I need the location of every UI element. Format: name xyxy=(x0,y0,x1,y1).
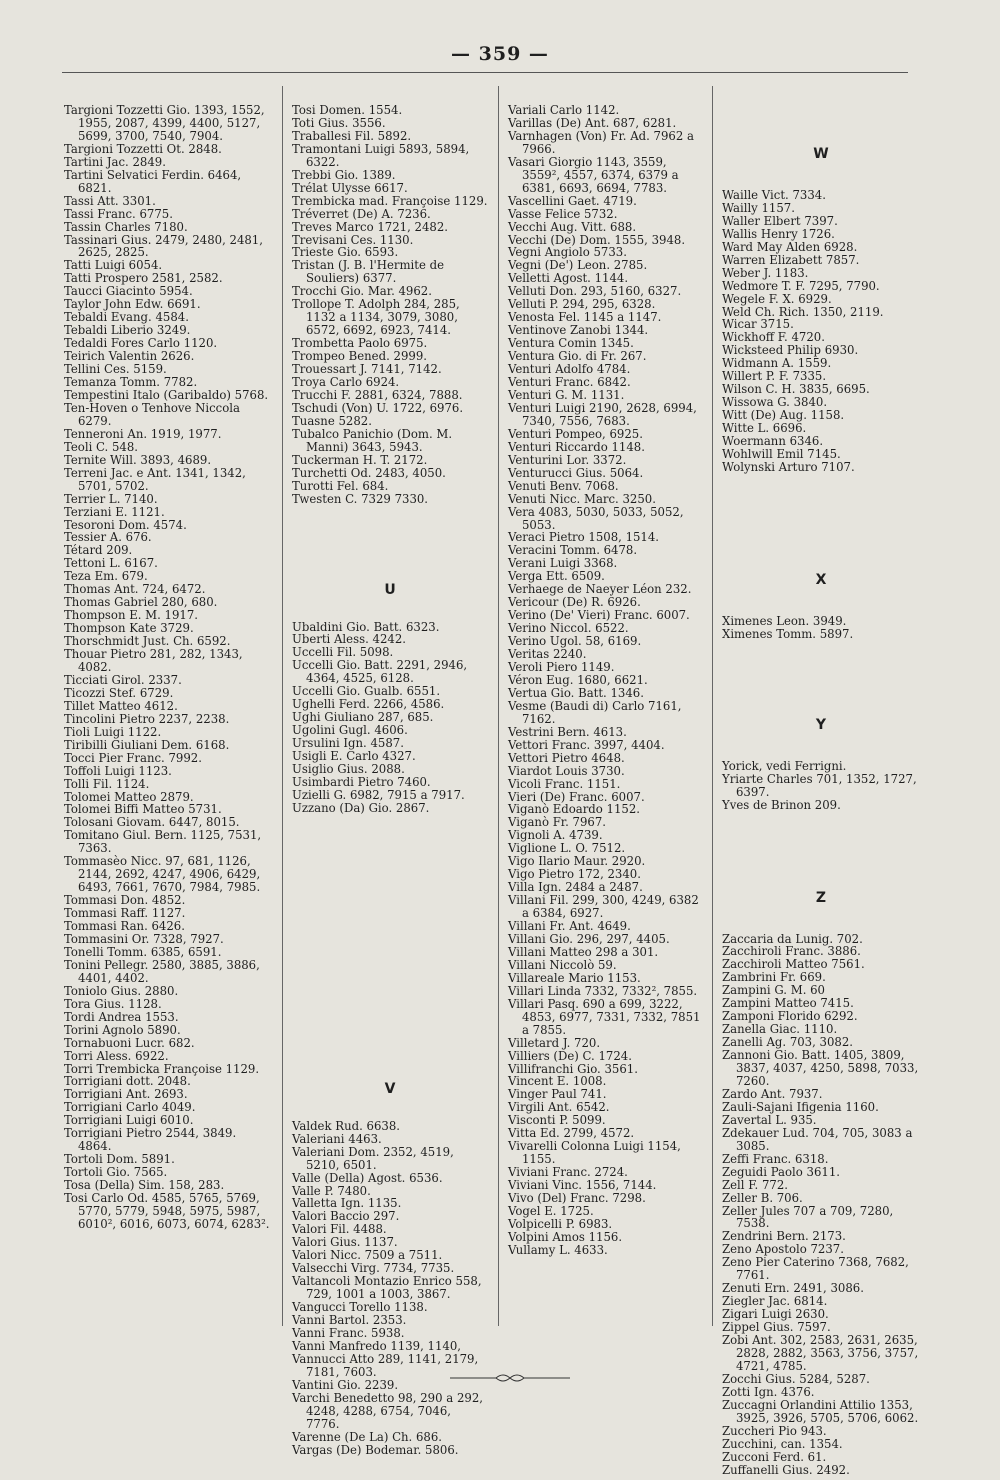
index-entry: Ugolini Gugl. 4606. xyxy=(292,723,408,738)
index-entry: Wickhoff F. 4720. xyxy=(722,330,825,345)
index-entry: Witte L. 6696. xyxy=(722,421,807,436)
index-entry: Venturi Riccardo 1148. xyxy=(508,439,645,454)
index-entry: Valsecchi Virg. 7734, 7735. xyxy=(292,1261,455,1276)
index-entry: Tuasne 5282. xyxy=(292,413,372,428)
index-entry: Tassin Charles 7180. xyxy=(64,219,188,234)
index-entry: Usimbardi Pietro 7460. xyxy=(292,774,431,789)
index-entry: Widmann A. 1559. xyxy=(722,356,832,371)
letter-heading: V xyxy=(384,1080,396,1097)
index-entry: Vesme (Baudi di) Carlo 7161, 7162. xyxy=(508,698,682,726)
index-entry: Vecchi Aug. Vitt. 688. xyxy=(508,219,637,234)
index-entry: Zeno Apostolo 7237. xyxy=(722,1242,844,1257)
index-entry: Teirich Valentin 2626. xyxy=(64,349,195,364)
index-entry: Zucchini, can. 1354. xyxy=(722,1436,843,1451)
index-entry: Ximenes Tomm. 5897. xyxy=(722,626,854,641)
index-entry: Torrigiani Pietro 2544, 3849. 4864. xyxy=(64,1126,237,1154)
letter-heading: W xyxy=(813,146,829,162)
index-entry: Tonelli Tomm. 6385, 6591. xyxy=(64,944,222,959)
index-entry: Tolli Fil. 1124. xyxy=(64,776,150,791)
index-entry: Wicar 3715. xyxy=(722,317,794,332)
index-entry: Zeller Jules 707 a 709, 7280, 7538. xyxy=(722,1203,894,1231)
index-entry: Wegele F. X. 6929. xyxy=(722,291,832,306)
index-entry: Waille Vict. 7334. xyxy=(722,187,826,202)
index-entry: Terreni Jac. e Ant. 1341, 1342, 5701, 5702. xyxy=(64,465,246,493)
index-entry: Velluti P. 294, 295, 6328. xyxy=(508,297,656,312)
index-entry: Twesten C. 7329 7330. xyxy=(292,491,429,506)
index-entry: Torrigiani dott. 2048. xyxy=(64,1074,191,1089)
index-entry: Uzzano (Da) Gio. 2867. xyxy=(292,800,430,815)
index-entry: Vinger Paul 741. xyxy=(508,1087,607,1102)
index-entry: Zigari Luigi 2630. xyxy=(722,1307,829,1322)
end-ornament xyxy=(450,1372,570,1384)
index-entry: Tétard 209. xyxy=(64,543,133,558)
index-entry: Vigo Ilario Maur. 2920. xyxy=(508,854,646,869)
index-entry: Ursulini Ign. 4587. xyxy=(292,736,404,751)
index-entry: Trieste Gio. 6593. xyxy=(292,245,399,260)
index-entry: Tioli Luigi 1122. xyxy=(64,724,162,739)
index-entry: Tortoli Gio. 7565. xyxy=(64,1165,168,1180)
index-entry: Valdek Rud. 6638. xyxy=(292,1118,400,1133)
index-entry: Villani Fil. 299, 300, 4249, 6382 a 6384, 6927. xyxy=(508,893,699,921)
index-entry: Wissowa G. 3840. xyxy=(722,395,828,410)
index-entry: Verino Niccol. 6522. xyxy=(508,621,629,636)
index-entry: Ticciati Girol. 2337. xyxy=(64,672,182,687)
index-entry: Tesoroni Dom. 4574. xyxy=(64,517,187,532)
index-entry: Zeller B. 706. xyxy=(722,1190,803,1205)
index-entry: Zardo Ant. 7937. xyxy=(722,1086,823,1101)
index-entry: Venturi Adolfo 4784. xyxy=(508,362,631,377)
index-entry: Toti Gius. 3556. xyxy=(292,115,386,130)
index-entry: Villani Fr. Ant. 4649. xyxy=(508,919,631,934)
index-entry: Villa Ign. 2484 a 2487. xyxy=(508,880,643,895)
index-entry: Zdekauer Lud. 704, 705, 3083 a 3085. xyxy=(722,1125,913,1153)
index-entry: Temanza Tomm. 7782. xyxy=(64,375,198,390)
index-entry: Vantini Gio. 2239. xyxy=(292,1377,399,1392)
index-entry: Verhaege de Naeyer Léon 232. xyxy=(508,582,692,597)
index-entry: Thouar Pietro 281, 282, 1343, 4082. xyxy=(64,647,243,674)
index-entry: Vasse Felice 5732. xyxy=(508,206,618,221)
index-entry: Venturi Luigi 2190, 2628, 6994, 7340, 7556, 7683. xyxy=(508,400,697,428)
index-entry: Ternite Will. 3893, 4689. xyxy=(64,452,212,467)
index-entry: Ventura Comin 1345. xyxy=(508,336,634,351)
index-entry: Venturucci Gius. 5064. xyxy=(508,465,644,480)
index-entry: Tellini Ces. 5159. xyxy=(64,362,167,377)
index-entry: Valle P. 7480. xyxy=(292,1183,371,1198)
index-entry: Woermann 6346. xyxy=(722,434,824,449)
index-entry: Torri Trembicka Françoise 1129. xyxy=(64,1061,260,1076)
index-entry: Yorick, vedi Ferrigni. xyxy=(722,758,847,773)
index-entry: Vivarelli Colonna Luigi 1154, 1155. xyxy=(508,1139,681,1167)
index-entry: Tiribilli Giuliani Dem. 6168. xyxy=(64,737,230,752)
index-entry: Wailly 1157. xyxy=(722,200,795,215)
index-entry: Tommasi Don. 4852. xyxy=(64,893,186,908)
index-entry: Tolomei Biffi Matteo 5731. xyxy=(64,802,222,817)
index-entry: Usigli E. Carlo 4327. xyxy=(292,749,416,764)
index-entry: Zampini G. M. 60 xyxy=(722,983,825,998)
index-entry: Villareale Mario 1153. xyxy=(508,970,641,985)
index-entry: Waller Elbert 7397. xyxy=(722,213,838,228)
index-entry: Viganò Edoardo 1152. xyxy=(508,802,640,817)
index-column-3 xyxy=(508,104,704,1257)
index-entry: Wedmore T. F. 7295, 7790. xyxy=(722,278,880,293)
index-entry: Uberti Aless. 4242. xyxy=(292,632,406,647)
index-entry: Tassi Franc. 6775. xyxy=(64,206,173,221)
index-entry: Tonini Pellegr. 2580, 3885, 3886, 4401, 4402. xyxy=(64,957,260,985)
column-divider xyxy=(282,86,283,1326)
index-entry: Venturi G. M. 1131. xyxy=(508,387,625,402)
index-entry: Zambrini Fr. 669. xyxy=(722,970,826,985)
index-entry: Viviani Vinc. 1556, 7144. xyxy=(508,1178,657,1193)
index-entry: Ughelli Ferd. 2266, 4586. xyxy=(292,697,445,712)
index-entry: Toniolo Gius. 2880. xyxy=(64,983,179,998)
index-entry: Valori Baccio 297. xyxy=(292,1209,400,1224)
index-entry: Thorschmidt Just. Ch. 6592. xyxy=(64,634,231,649)
index-entry: Valori Fil. 4488. xyxy=(292,1222,387,1237)
index-entry: Valle (Della) Agost. 6536. xyxy=(292,1170,443,1185)
index-entry: Vascellini Gaet. 4719. xyxy=(508,193,637,208)
letter-heading: Z xyxy=(815,889,827,906)
index-entry: Uccelli Gio. Gualb. 6551. xyxy=(292,684,441,699)
index-entry: Tschudi (Von) U. 1722, 6976. xyxy=(292,400,464,415)
index-entry: Zeno Pier Caterino 7368, 7682, 7761. xyxy=(722,1255,909,1283)
index-entry: Yriarte Charles 701, 1352, 1727, 6397. xyxy=(722,771,917,799)
index-entry: Villari Pasq. 690 a 699, 3222, 4853, 6977, 7331, 7332, 7851 a 7855. xyxy=(508,996,701,1037)
index-entry: Veritas 2240. xyxy=(508,647,587,662)
index-entry: Tosi Carlo Od. 4585, 5765, 5769, 5770, 5779, 5948, 5975, 5987, 6010², 6016, 6073, 6074, 6283². xyxy=(64,1191,270,1231)
index-entry: Valeriani 4463. xyxy=(292,1131,382,1146)
index-entry: Zannoni Gio. Batt. 1405, 3809, 3837, 4037, 4250, 5898, 7033, 7260. xyxy=(722,1048,919,1088)
index-entry: Tenneroni An. 1919, 1977. xyxy=(64,426,222,441)
index-entry: Treves Marco 1721, 2482. xyxy=(292,219,448,234)
letter-heading: Y xyxy=(815,716,827,733)
index-entry: Vettori Franc. 3997, 4404. xyxy=(508,737,665,752)
index-entry: Zuffanelli Gius. 2492. xyxy=(722,1462,850,1477)
index-entry: Terziani E. 1121. xyxy=(64,504,165,519)
index-entry: Valletta Ign. 1135. xyxy=(292,1196,402,1211)
index-entry: Targioni Tozzetti Ot. 2848. xyxy=(64,141,222,156)
index-entry: Venturi Franc. 6842. xyxy=(508,375,631,390)
index-entry: Teza Em. 679. xyxy=(64,569,148,584)
index-entry: Tettoni L. 6167. xyxy=(64,556,158,571)
index-entry: Tommasi Ran. 6426. xyxy=(64,919,185,934)
letter-heading: U xyxy=(384,581,396,598)
index-entry: Zenuti Ern. 2491, 3086. xyxy=(722,1281,864,1296)
index-entry: Vitta Ed. 2799, 4572. xyxy=(508,1126,635,1141)
index-entry: Vettori Pietro 4648. xyxy=(508,750,625,765)
index-entry: Zamponi Florido 6292. xyxy=(722,1009,858,1024)
index-entry: Thomas Gabriel 280, 680. xyxy=(64,595,218,610)
index-entry: Verino Ugol. 58, 6169. xyxy=(508,634,642,649)
index-entry: Varnhagen (Von) Fr. Ad. 7962 a 7966. xyxy=(508,128,694,156)
index-entry: Vullamy L. 4633. xyxy=(508,1242,608,1257)
index-entry: Vanni Manfredo 1139, 1140, xyxy=(292,1338,461,1353)
index-entry: Villetard J. 720. xyxy=(508,1035,601,1050)
index-entry: Vannucci Atto 289, 1141, 2179, 7181, 7603. xyxy=(292,1351,479,1379)
index-entry: Tosi Domen. 1554. xyxy=(292,103,403,117)
index-entry: Tordi Andrea 1553. xyxy=(64,1009,179,1024)
page-number: — 359 — xyxy=(451,43,549,65)
index-entry: Veroli Piero 1149. xyxy=(508,659,615,674)
index-entry: Trouessart J. 7141, 7142. xyxy=(292,362,442,377)
index-entry: Zauli-Sajani Ifigenia 1160. xyxy=(722,1099,879,1114)
index-entry: Vincent E. 1008. xyxy=(508,1074,607,1089)
index-entry: Wolynski Arturo 7107. xyxy=(722,459,855,474)
index-entry: Uzielli G. 6982, 7915 a 7917. xyxy=(292,787,465,802)
index-entry: Tebaldi Liberio 3249. xyxy=(64,323,191,338)
index-entry: Verino (De' Vieri) Franc. 6007. xyxy=(508,608,690,623)
index-entry: Zell F. 772. xyxy=(722,1177,788,1192)
index-entry: Tommasèo Nicc. 97, 681, 1126, 2144, 2692, 4247, 4906, 6429, 6493, 7661, 7670, 7984, 7985. xyxy=(64,854,261,895)
index-entry: Ticozzi Stef. 6729. xyxy=(64,685,174,700)
index-entry: Trucchi F. 2881, 6324, 7888. xyxy=(292,387,463,402)
index-entry: Zocchi Gius. 5284, 5287. xyxy=(722,1371,870,1386)
index-entry: Vogel E. 1725. xyxy=(508,1204,594,1219)
index-entry: Véron Eug. 1680, 6621. xyxy=(508,672,648,687)
index-entry: Zacchiroli Matteo 7561. xyxy=(722,957,865,972)
column-divider xyxy=(498,86,499,1326)
index-entry: Vangucci Torello 1138. xyxy=(292,1300,428,1315)
index-entry: Zeffi Franc. 6318. xyxy=(722,1151,829,1166)
index-entry: Tolosani Giovam. 6447, 8015. xyxy=(64,815,240,830)
index-entry: Veracini Tomm. 6478. xyxy=(508,543,638,558)
index-entry: Tramontani Luigi 5893, 5894, 6322. xyxy=(292,141,470,169)
index-entry: Vignoli A. 4739. xyxy=(508,828,603,843)
index-entry: Terrier L. 7140. xyxy=(64,491,158,506)
index-entry: Tubalco Panichio (Dom. M. Manni) 3643, 5943. xyxy=(292,426,453,454)
index-entry: Witt (De) Aug. 1158. xyxy=(722,408,845,423)
index-entry: Toffoli Luigi 1123. xyxy=(64,763,172,778)
index-entry: Zaccaria da Lunig. 702. xyxy=(722,931,863,946)
index-entry: Teoli C. 548. xyxy=(64,439,139,454)
index-entry: Yves de Brinon 209. xyxy=(722,797,841,812)
index-entry: Vicoli Franc. 1151. xyxy=(508,776,621,791)
index-entry: Tassinari Gius. 2479, 2480, 2481, 2625, 2825. xyxy=(64,232,263,260)
index-entry: Ximenes Leon. 3949. xyxy=(722,613,847,628)
index-entry: Wilson C. H. 3835, 6695. xyxy=(722,382,870,397)
index-entry: Vasari Giorgio 1143, 3559, 3559², 4557, 6374, 6379 a 6381, 6693, 6694, 7783. xyxy=(508,154,679,195)
index-entry: Trocchi Gio. Mar. 4962. xyxy=(292,284,432,299)
index-entry: Varillas (De) Ant. 687, 6281. xyxy=(508,115,677,130)
index-entry: Ubaldini Gio. Batt. 6323. xyxy=(292,619,440,634)
index-entry: Tommasi Raff. 1127. xyxy=(64,906,186,921)
index-entry: Valori Gius. 1137. xyxy=(292,1235,398,1250)
index-entry: Varenne (De La) Ch. 686. xyxy=(292,1429,443,1444)
index-entry: Tortoli Dom. 5891. xyxy=(64,1152,175,1167)
index-entry: Zucconi Ferd. 61. xyxy=(722,1449,827,1464)
index-entry: Zampini Matteo 7415. xyxy=(722,996,854,1011)
index-entry: Vigo Pietro 172, 2340. xyxy=(508,867,641,882)
index-entry: Venturi Pompeo, 6925. xyxy=(508,426,643,441)
index-entry: Valeriani Dom. 2352, 4519, 5210, 6501. xyxy=(292,1144,454,1172)
index-entry: Vivo (Del) Franc. 7298. xyxy=(508,1191,646,1206)
index-entry: Weber J. 1183. xyxy=(722,265,809,280)
index-entry: Volpini Amos 1156. xyxy=(508,1229,623,1244)
index-entry: Ten-Hoven o Tenhove Niccola 6279. xyxy=(64,400,240,428)
index-entry: Trombetta Paolo 6975. xyxy=(292,336,428,351)
index-entry: Villifranchi Gio. 3561. xyxy=(508,1061,638,1076)
index-entry: Torrigiani Carlo 4049. xyxy=(64,1100,196,1115)
index-entry: Troya Carlo 6924. xyxy=(292,375,400,390)
index-entry: Venturini Lor. 3372. xyxy=(508,452,627,467)
index-entry: Turchetti Od. 2483, 4050. xyxy=(292,465,446,480)
index-entry: Thomas Ant. 724, 6472. xyxy=(64,582,206,597)
index-entry: Tassi Att. 3301. xyxy=(64,193,156,208)
index-entry: Tornabuoni Lucr. 682. xyxy=(64,1035,195,1050)
index-entry: Zuccagni Orlandini Attilio 1353, 3925, 3926, 5705, 5706, 6062. xyxy=(722,1397,919,1425)
index-entry: Zobi Ant. 302, 2583, 2631, 2635, 2828, 2882, 3563, 3756, 3757, 4721, 4785. xyxy=(722,1333,919,1373)
index-entry: Torrigiani Ant. 2693. xyxy=(64,1087,188,1102)
index-entry: Ventura Gio. di Fr. 267. xyxy=(508,349,647,364)
index-entry: Weld Ch. Rich. 1350, 2119. xyxy=(722,304,884,319)
index-entry: Turotti Fel. 684. xyxy=(292,478,389,493)
index-entry: Venosta Fel. 1145 a 1147. xyxy=(508,310,662,325)
index-entry: Veraci Pietro 1508, 1514. xyxy=(508,530,660,545)
column-divider xyxy=(712,86,713,1326)
index-entry: Zanella Giac. 1110. xyxy=(722,1022,838,1037)
index-entry: Vestrini Bern. 4613. xyxy=(508,724,627,739)
index-entry: Torrigiani Luigi 6010. xyxy=(64,1113,194,1128)
index-entry: Visconti P. 5099. xyxy=(508,1113,606,1128)
index-entry: Torini Agnolo 5890. xyxy=(64,1022,181,1037)
index-entry: Thompson Kate 3729. xyxy=(64,621,194,636)
index-entry: Vecchi (De) Dom. 1555, 3948. xyxy=(508,232,686,247)
index-entry: Tréverret (De) A. 7236. xyxy=(292,206,431,221)
index-entry: Vericour (De) R. 6926. xyxy=(508,595,641,610)
index-entry: Villani Matteo 298 a 301. xyxy=(508,944,659,959)
index-entry: Tuckerman H. T. 2172. xyxy=(292,452,428,467)
index-entry: Tebaldi Evang. 4584. xyxy=(64,310,189,325)
index-entry: Tocci Pier Franc. 7992. xyxy=(64,750,202,765)
index-entry: Trélat Ulysse 6617. xyxy=(292,180,408,195)
index-entry: Torri Aless. 6922. xyxy=(64,1048,169,1063)
index-entry: Uccelli Fil. 5098. xyxy=(292,645,394,660)
index-entry: Wicksteed Philip 6930. xyxy=(722,343,859,358)
index-entry: Zuccheri Pio 943. xyxy=(722,1423,827,1438)
index-entry: Tessier A. 676. xyxy=(64,530,152,545)
index-entry: Tosa (Della) Sim. 158, 283. xyxy=(64,1178,225,1193)
index-entry: Zotti Ign. 4376. xyxy=(722,1384,815,1399)
index-entry: Valori Nicc. 7509 a 7511. xyxy=(292,1248,443,1263)
index-entry: Ziegler Jac. 6814. xyxy=(722,1294,828,1309)
index-entry: Trompeo Bened. 2999. xyxy=(292,349,427,364)
index-entry: Zippel Gius. 7597. xyxy=(722,1320,831,1335)
index-entry: Wallis Henry 1726. xyxy=(722,226,835,241)
index-entry: Vargas (De) Bodemar. 5806. xyxy=(292,1442,459,1457)
index-entry: Traballesi Fil. 5892. xyxy=(292,128,412,143)
index-entry: Viviani Franc. 2724. xyxy=(508,1165,628,1180)
index-entry: Vera 4083, 5030, 5033, 5052, 5053. xyxy=(508,504,684,532)
index-entry: Volpicelli P. 6983. xyxy=(508,1216,613,1231)
index-entry: Valtancoli Montazio Enrico 558, 729, 1001 a 1003, 3867. xyxy=(292,1274,482,1302)
index-entry: Tatti Luigi 6054. xyxy=(64,258,163,273)
index-entry: Villiers (De) C. 1724. xyxy=(508,1048,632,1063)
index-entry: Verani Luigi 3368. xyxy=(508,556,618,571)
index-entry: Tincolini Pietro 2237, 2238. xyxy=(64,711,230,726)
index-entry: Vegni (De') Leon. 2785. xyxy=(508,258,648,273)
index-entry: Variali Carlo 1142. xyxy=(508,103,620,117)
index-entry: Tomitano Giul. Bern. 1125, 7531, 7363. xyxy=(64,828,262,856)
index-entry: Zavertal L. 935. xyxy=(722,1112,817,1127)
index-entry: Warren Elizabett 7857. xyxy=(722,252,860,267)
index-entry: Taucci Giacinto 5954. xyxy=(64,284,193,299)
index-entry: Trevisani Ces. 1130. xyxy=(292,232,414,247)
index-entry: Villari Linda 7332, 7332², 7855. xyxy=(508,983,698,998)
index-entry: Willert P. F. 7335. xyxy=(722,369,827,384)
index-entry: Tora Gius. 1128. xyxy=(64,996,162,1011)
index-entry: Wohlwill Emil 7145. xyxy=(722,447,841,462)
index-entry: Zendrini Bern. 2173. xyxy=(722,1229,846,1244)
index-entry: Vertua Gio. Batt. 1346. xyxy=(508,685,644,700)
index-entry: Viardot Louis 3730. xyxy=(508,763,625,778)
letter-heading: X xyxy=(815,571,827,588)
index-entry: Thompson E. M. 1917. xyxy=(64,608,199,623)
index-entry: Villani Niccolò 59. xyxy=(508,957,617,972)
index-entry: Velluti Don. 293, 5160, 6327. xyxy=(508,284,682,299)
index-entry: Vanni Franc. 5938. xyxy=(292,1326,405,1340)
index-entry: Villani Gio. 296, 297, 4405. xyxy=(508,932,670,946)
index-entry: Tatti Prospero 2581, 2582. xyxy=(64,271,223,286)
index-entry: Vanni Bartol. 2353. xyxy=(292,1313,407,1328)
index-column-4 xyxy=(722,108,920,1477)
index-entry: Ventinove Zanobi 1344. xyxy=(508,323,649,338)
index-entry: Tedaldi Fores Carlo 1120. xyxy=(64,336,218,351)
index-column-2 xyxy=(292,104,488,1457)
index-entry: Zacchiroli Franc. 3886. xyxy=(722,944,861,959)
header-rule xyxy=(62,72,908,73)
index-entry: Vegni Angiolo 5733. xyxy=(508,245,627,260)
index-entry: Tartini Jac. 2849. xyxy=(64,154,166,169)
index-entry: Tempestini Italo (Garibaldo) 5768. xyxy=(64,387,269,402)
index-entry: Varchi Benedetto 98, 290 a 292, 4248, 4288, 6754, 7046, 7776. xyxy=(292,1390,483,1431)
index-entry: Zeguidi Paolo 3611. xyxy=(722,1164,841,1179)
index-entry: Taylor John Edw. 6691. xyxy=(64,297,201,312)
index-entry: Zanelli Ag. 703, 3082. xyxy=(722,1035,854,1050)
index-entry: Uccelli Gio. Batt. 2291, 2946, 4364, 4525, 6128. xyxy=(292,658,468,686)
index-entry: Virgili Ant. 6542. xyxy=(508,1100,610,1115)
index-entry: Viglione L. O. 7512. xyxy=(508,841,626,856)
index-entry: Verga Ett. 6509. xyxy=(508,569,605,584)
index-entry: Tillet Matteo 4612. xyxy=(64,698,178,713)
index-entry: Velletti Agost. 1144. xyxy=(508,271,629,286)
index-entry: Venuti Benv. 7068. xyxy=(508,478,619,493)
index-entry: Trollope T. Adolph 284, 285, 1132 a 1134, 3079, 3080, 6572, 6692, 6923, 7414. xyxy=(292,297,460,338)
index-entry: Tolomei Matteo 2879. xyxy=(64,789,194,804)
index-entry: Vieri (De) Franc. 6007. xyxy=(508,789,645,804)
index-column-1 xyxy=(64,104,272,1231)
index-entry: Usiglio Gius. 2088. xyxy=(292,761,405,776)
index-entry: Ward May Alden 6928. xyxy=(722,239,858,254)
index-entry: Targioni Tozzetti Gio. 1393, 1552, 1955, 2087, 4399, 4400, 5127, 5699, 3700, 7540, 7904. xyxy=(64,103,265,143)
index-entry: Tartini Selvatici Ferdin. 6464, 6821. xyxy=(64,167,242,195)
index-entry: Venuti Nicc. Marc. 3250. xyxy=(508,491,656,506)
index-entry: Ughi Giuliano 287, 685. xyxy=(292,710,434,725)
index-entry: Trembicka mad. Françoise 1129. xyxy=(292,193,488,208)
index-entry: Viganò Fr. 7967. xyxy=(508,815,607,830)
index-entry: Tommasini Or. 7328, 7927. xyxy=(64,932,224,946)
index-entry: Trebbi Gio. 1389. xyxy=(292,167,396,182)
index-entry: Tristan (J. B. l'Hermite de Souliers) 6377. xyxy=(292,258,445,286)
